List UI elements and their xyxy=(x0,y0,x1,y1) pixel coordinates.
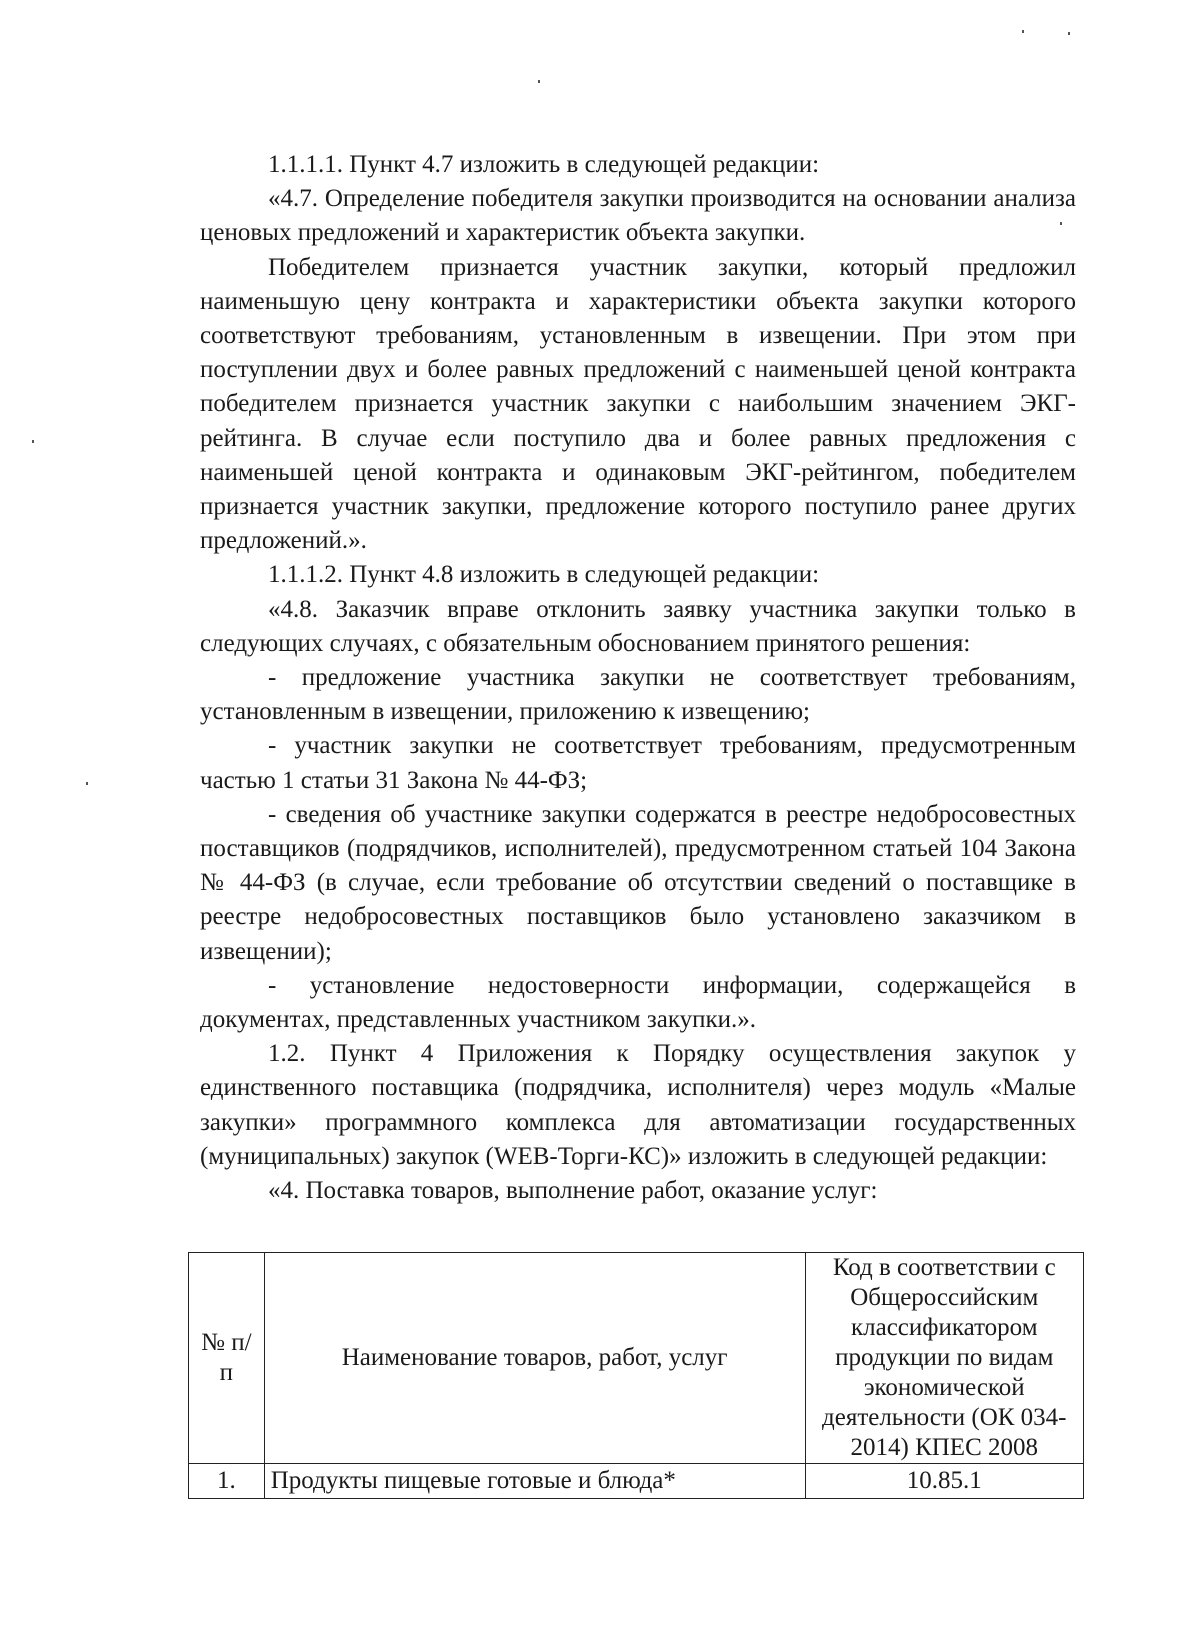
scan-speck xyxy=(1022,30,1024,33)
paragraph-heading-4-7: 1.1.1.1. Пункт 4.7 изложить в следующей редакции: xyxy=(268,151,820,178)
scan-speck xyxy=(32,440,34,443)
header-name: Наименование товаров, работ, услуг xyxy=(264,1253,805,1464)
table-header-row xyxy=(189,1253,1084,1464)
list-item-requirements: - предложение участника закупки не соответствует требованиям, установленным в извещении, приложению к извещению; xyxy=(200,664,1076,726)
table-row xyxy=(189,1464,1084,1499)
list-item-registry: - сведения об участнике закупки содержатся в реестре недобросовестных поставщиков (подрядчиков, исполнителей), предусмотренном статьей 104 Закона № 44-ФЗ (в случае, если требование об отсутствии сведений о поставщике в реестре недобросовестных поставщиков было установлено заказчиком в извещении); xyxy=(200,800,1076,965)
paragraph-winner-rule: Победителем признается участник закупки, который предложил наименьшую цену контракта и характеристики объекта закупки которого соответствуют требованиям, установленным в извещении. При этом при поступлении двух и более равных предложений с наименьшей ценой контракта победителем признается участник закупки с наибольшим значением ЭКГ-рейтинга. В случае если поступило два и более равных предложения с наименьшей ценой контракта и одинаковым ЭКГ-рейтингом, победителем признается участник закупки, предложение которого поступило ранее других предложений.». xyxy=(200,253,1076,555)
list-item-participant: - участник закупки не соответствует требованиям, предусмотренным частью 1 статьи 31 Закона № 44-ФЗ; xyxy=(200,732,1076,794)
cell-name: Продукты пищевые готовые и блюда* xyxy=(264,1464,805,1499)
scan-speck xyxy=(1068,32,1070,35)
paragraph-heading-4-8: 1.1.1.2. Пункт 4.8 изложить в следующей редакции: xyxy=(268,561,820,589)
paragraph-4-7-text: «4.7. Определение победителя закупки производится на основании анализа ценовых предложений и характеристик объекта закупки. xyxy=(200,185,1076,247)
paragraph-1-2: 1.2. Пункт 4 Приложения к Порядку осуществления закупок у единственного поставщика (подрядчика, исполнителя) через модуль «Малые закупки» программного комплекса для автоматизации государственных (муниципальных) закупок (WEB-Торги-КС)» изложить в следующей редакции: xyxy=(200,1040,1076,1170)
header-code: Код в соответствии с Общероссийским классификатором продукции по видам экономической деятельности (ОК 034-2014) КПЕС 2008 xyxy=(805,1253,1083,1464)
cell-num: 1. xyxy=(189,1464,265,1499)
paragraph-table-intro: «4. Поставка товаров, выполнение работ, оказание услуг: xyxy=(268,1177,878,1205)
header-num: № п/п xyxy=(189,1253,265,1464)
scan-speck xyxy=(538,80,540,83)
document-body xyxy=(200,148,1076,1208)
goods-table xyxy=(188,1252,1084,1499)
paragraph-4-8-text: «4.8. Заказчик вправе отклонить заявку участника закупки только в следующих случаях, с обязательным обоснованием принятого решения: xyxy=(200,595,1076,657)
cell-code: 10.85.1 xyxy=(805,1464,1083,1499)
list-item-unreliable-info: - установление недостоверности информации, содержащейся в документах, представленных участником закупки.». xyxy=(200,971,1076,1034)
scan-speck xyxy=(86,782,88,785)
